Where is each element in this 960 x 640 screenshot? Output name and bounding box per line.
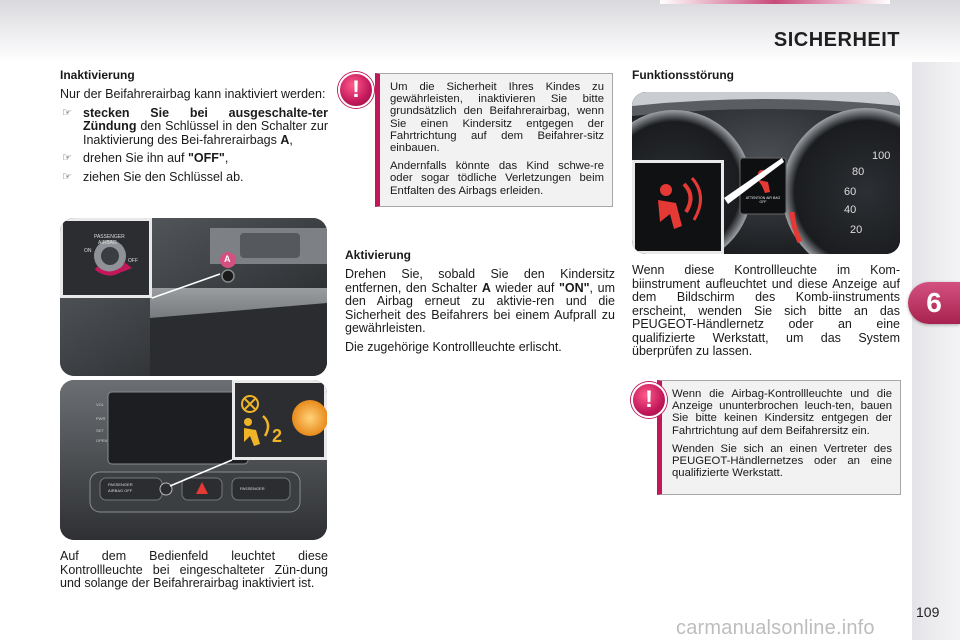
warning-text-2: Wenden Sie sich an einen Vertreter des PEUGEOT-Händlernetzes oder an eine qualifizierte Werkstatt. <box>672 442 892 480</box>
warning-text-1: Um die Sicherheit Ihres Kindes zu gewährleisten, inaktivieren Sie bitte grundsätzlich den Beifahrerairbag, wenn Sie einen Kindersitz entgegen der Fahrtrichtung auf dem Beifahrer-sitz einbauen. <box>390 81 604 155</box>
warning-lamp-caption: Auf dem Bedienfeld leuchtet diese Kontrollleuchte bei eingeschalteter Zün-dung und solange der Beifahrerairbag inaktiviert ist. <box>60 549 328 590</box>
arrow-bullet-icon: ☞ <box>62 106 72 119</box>
panel-button-pwr: PWR <box>96 416 106 421</box>
side-margin-strip <box>912 62 960 640</box>
activation-text: Drehen Sie, sobald Sie den Kindersitz entfernen, den Schalter A wieder auf "ON", um den Airbag erneut zu aktivie-ren und die Sicherheit des Beifahrers bei einem Aufprall zu gewährleisten. <box>345 267 615 335</box>
panel-button-set: SET <box>96 428 104 433</box>
arrow-bullet-icon: ☞ <box>62 152 72 164</box>
malfunction-section <box>632 264 900 359</box>
switch-label-on: ON <box>84 248 92 254</box>
warning-icon: ! <box>338 72 374 108</box>
instrument-cluster-photo <box>632 92 900 254</box>
speed-label-80: 80 <box>852 166 865 178</box>
child-seat-warning-box <box>375 73 613 207</box>
passenger-button-label: PASSENGER <box>240 486 265 491</box>
passenger-airbag-off-label-2: AIRBAG OFF <box>108 488 133 493</box>
switch-label-off: OFF <box>128 258 138 264</box>
deactivation-heading: Inaktivierung <box>60 68 135 82</box>
switch-label-airbag: AIRBAG <box>98 240 117 246</box>
speed-label-100: 100 <box>872 150 891 162</box>
activation-heading: Aktivierung <box>345 248 412 262</box>
activation-lamp-off-text: Die zugehörige Kontrollleuchte erlischt. <box>345 339 562 354</box>
speed-label-20: 20 <box>850 224 863 236</box>
chapter-tab[interactable]: 6 <box>908 282 960 324</box>
panel-button-open: OPEN <box>96 438 108 443</box>
header-accent-line <box>660 0 890 4</box>
malfunction-heading: Funktionsstörung <box>632 68 734 82</box>
list-item: ☞ stecken Sie bei ausgeschalte-ter Zündung den Schlüssel in den Schalter zur Inaktivierung des Bei-fahrerairbags A, <box>62 105 328 147</box>
malfunction-text: Wenn diese Kontrollleuchte im Kom-biinstrument aufleuchtet und diese Anzeige auf dem Bildschirm des Komb-iinstruments erscheint, wenden Sie sich bitte an das PEUGEOT-Händlernetz oder an eine qualifizierte Werkstatt, um das System überprüfen zu lassen. <box>632 263 900 358</box>
warning-text-2: Andernfalls könnte das Kind schwe-re oder sogar tödliche Verletzungen beim Entfalten des Airbags erleiden. <box>390 160 604 197</box>
deactivation-steps <box>60 107 328 185</box>
page-title: SICHERHEIT <box>773 29 900 51</box>
switch-marker-a: A <box>224 254 231 264</box>
airbag-fault-warning-box <box>657 380 901 495</box>
control-panel-photo <box>60 380 327 540</box>
passenger-airbag-off-label-1: PASSENGER <box>108 482 133 487</box>
list-item: ☞ ziehen Sie den Schlüssel ab. <box>62 169 244 184</box>
deactivation-intro: Nur der Beifahrerairbag kann inaktiviert werden: <box>60 87 326 101</box>
watermark: carmanualsonline.info <box>676 617 875 639</box>
warning-text-1: Wenn die Airbag-Kontrollleuchte und die Anzeige ununterbrochen leuch-ten, bauen Sie bitte keinen Kindersitz entgegen der Fahrtrichtung auf dem Beifahrersitz ein. <box>672 388 892 437</box>
page-number: 109 <box>916 604 940 620</box>
activation-section <box>345 248 615 354</box>
panel-button-vol: VOL <box>96 402 105 407</box>
warning-icon: ! <box>631 382 667 418</box>
speed-label-60: 60 <box>844 186 857 198</box>
arrow-bullet-icon: ☞ <box>62 170 72 183</box>
airbag-switch-photo <box>60 218 327 376</box>
airbag-off-display-text: ATTENTION AIR BAG OFF <box>745 196 781 204</box>
list-item: ☞ drehen Sie ihn auf "OFF", <box>62 151 229 165</box>
deactivation-section <box>60 68 328 189</box>
speed-label-40: 40 <box>844 204 857 216</box>
switch-label-passenger: PASSENGER <box>94 234 125 240</box>
svg-text:2: 2 <box>272 426 283 446</box>
